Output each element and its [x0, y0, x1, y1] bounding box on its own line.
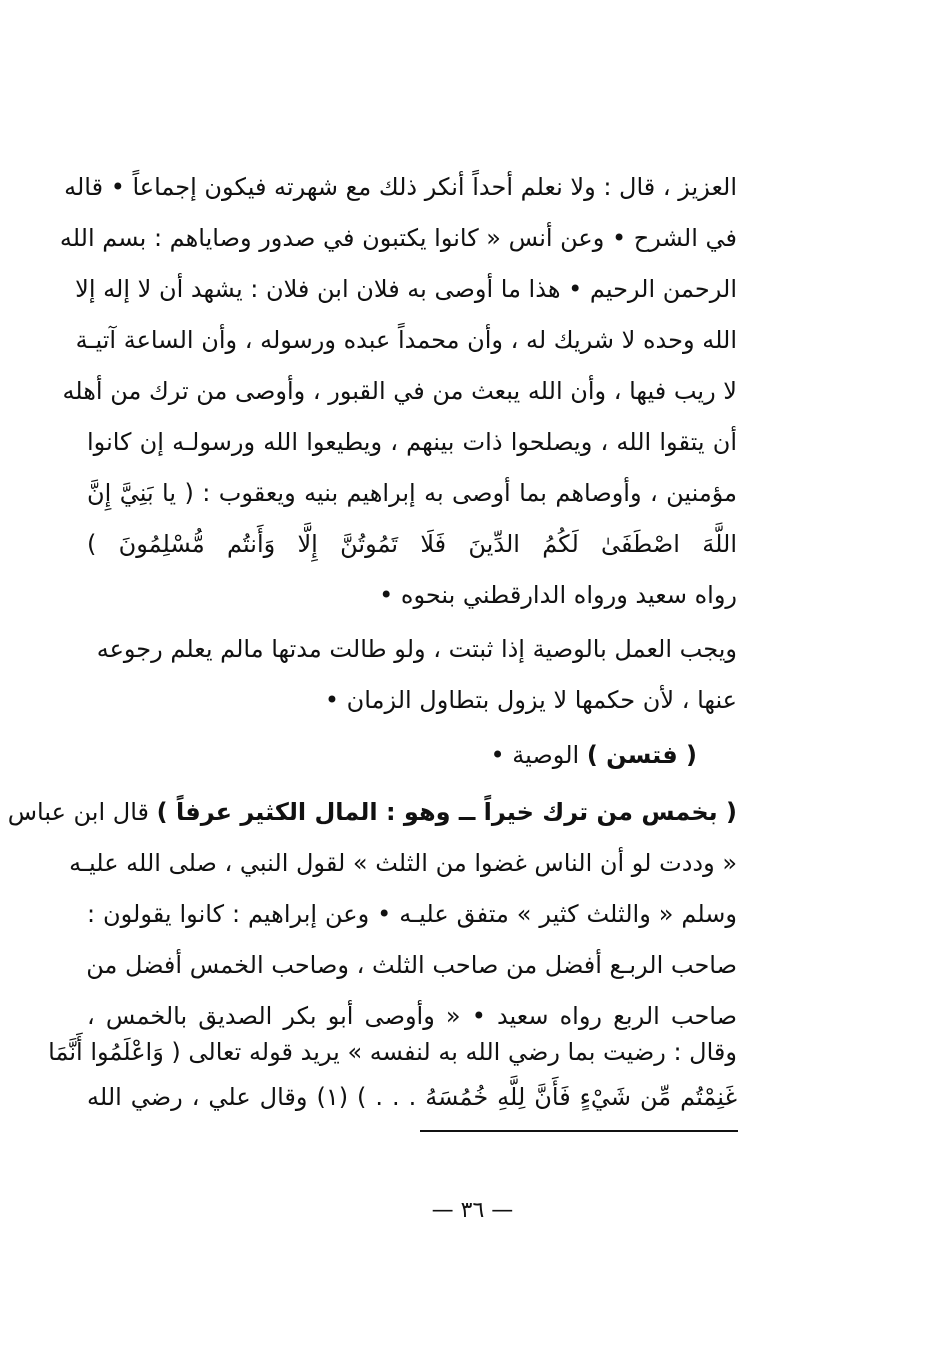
- text-line: وقال : رضيت بما رضي الله به لنفسه » يريد قوله تعالى ( وَاعْلَمُوا أَنَّمَا: [48, 1038, 737, 1066]
- text-line: الله وحده لا شريك له ، وأن محمداً عبده ورسوله ، وأن الساعة آتيـة: [75, 326, 737, 354]
- text-line: مؤمنين ، وأوصاهم بما أوصى به إبراهيم بنيه ويعقوب : ( يا بَنِيَّ إِنَّ: [87, 479, 737, 507]
- text-line: [7, 795, 737, 829]
- heading-bold: ( فتسن ): [586, 741, 697, 769]
- heading-rest: الوصية •: [490, 741, 580, 769]
- text-line: أن يتقوا الله ، ويصلحوا ذات بينهم ، ويطيعوا الله ورسولـه إن كانوا: [87, 428, 737, 456]
- text-line: ويجب العمل بالوصية إذا ثبتت ، ولو طالت مدتها مالم يعلم رجوعه: [96, 635, 737, 663]
- paragraph3-bold: ( بخمس من ترك خيراً ــ وهو : المال الكثير عرفاً ): [156, 798, 737, 826]
- text-line: صاحب الربـع أفضل من صاحب الثلث ، وصاحب الخمس أفضل من: [86, 951, 737, 979]
- footnote-separator: [420, 1130, 738, 1132]
- text-line: صاحب الربع رواه سعيد • « وأوصى أبو بكر الصديق بالخمس ،: [87, 1002, 737, 1030]
- text-line: رواه سعيد ورواه الدارقطني بنحوه •: [379, 581, 737, 609]
- text-line: وسلم « والثلث كثير » متفق عليـه • وعن إبراهيم : كانوا يقولون :: [87, 900, 737, 928]
- text-line: في الشرح • وعن أنس « كانوا يكتبون في صدور وصاياهم : بسم الله: [59, 224, 737, 252]
- quran-verse-line: غَنِمْتُم مِّن شَيْءٍ فَأَنَّ لِلَّهِ خُمُسَهُ . . . ) (١) وقال علي ، رضي الله: [87, 1083, 737, 1111]
- text-line: لا ريب فيها ، وأن الله يبعث من في القبور ، وأوصى من ترك من أهله: [62, 377, 737, 405]
- text-line: « وددت لو أن الناس غضوا من الثلث » لقول النبي ، صلى الله عليـه: [69, 849, 737, 877]
- section-heading: [297, 738, 697, 772]
- quran-verse-line: اللَّهَ اصْطَفَىٰ لَكُمُ الدِّينَ فَلَا تَمُوتُنَّ إِلَّا وَأَنتُم مُّسْلِمُونَ ): [87, 530, 737, 558]
- text-line: عنها ، لأن حكمها لا يزول بتطاول الزمان •: [324, 686, 737, 714]
- paragraph3-first-rest: قال ابن عباس: [7, 798, 149, 826]
- text-line: الرحمن الرحيم • هذا ما أوصى به فلان ابن فلان : يشهد أن لا إله إلا: [75, 275, 737, 303]
- page-number: — ٣٦ —: [431, 1198, 514, 1223]
- text-line: العزيز ، قال : ولا نعلم أحداً أنكر ذلك مع شهرته فيكون إجماعاً • قاله: [64, 173, 737, 201]
